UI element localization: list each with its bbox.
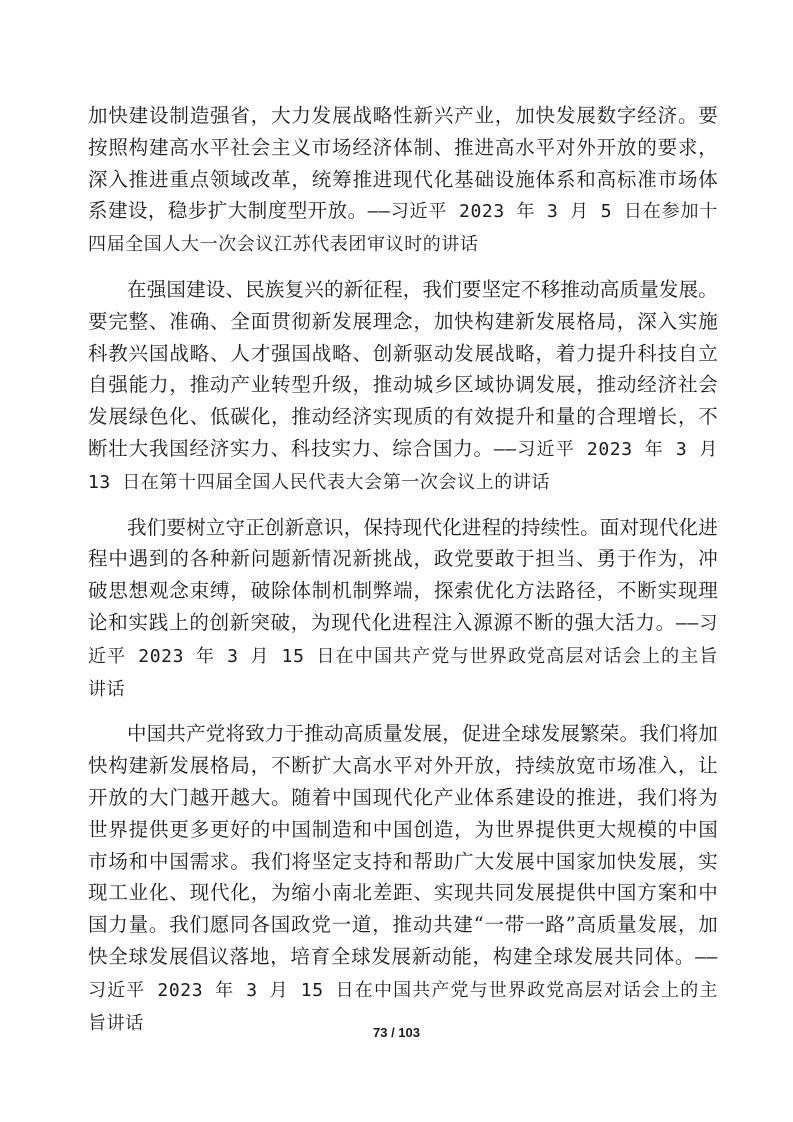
quote-source: ——习近平 2023 年 3 月 13 日在第十四届全国人民代表大会第一次会议上的讲话 <box>88 438 718 493</box>
paragraph-text: 在强国建设、民族复兴的新征程，我们要坚定不移推动高质量发展。要完整、准确、全面贯彻新发展理念，加快构建新发展格局，深入实施科教兴国战略、人才强国战略、创新驱动发展战略，着力提升科技自立自强能力，推动产业转型升级，推动城乡区域协调发展，推动经济社会发展绿色化、低碳化，推动经济实现质的有效提升和量的合理增长，不断壮大我国经济实力、科技实力、综合国力。 <box>88 277 719 460</box>
paragraph-text: 加快建设制造强省，大力发展战略性新兴产业，加快发展数字经济。要按照构建高水平社会主义市场经济体制、推进高水平对外开放的要求，深入推进重点领域改革，统筹推进现代化基础设施体系和高标准市场体系建设，稳步扩大制度型开放。 <box>88 104 718 223</box>
paragraph-text: 中国共产党将致力于推动高质量发展，促进全球发展繁荣。我们将加快构建新发展格局，不断扩大高水平对外开放，持续放宽市场准入，让开放的大门越开越大。随着中国现代化产业体系建设的推进，我们将为世界提供更多更好的中国制造和中国创造，为世界提供更大规模的中国市场和中国需求。我们将坚定支持和帮助广大发展中国家加快发展，实现工业化、现代化，为缩小南北差距、实现共同发展提供中国方案和中国力量。我们愿同各国政党一道，推动共建“一带一路”高质量发展，加快全球发展倡议落地，培育全球发展新动能，构建全球发展共同体。 <box>88 722 719 968</box>
paragraph-3 <box>88 512 718 706</box>
paragraph-2 <box>88 274 718 499</box>
page-number: 73 / 103 <box>373 1025 420 1040</box>
paragraph-4 <box>88 718 718 1039</box>
page-content <box>88 100 718 1052</box>
paragraph-text: 我们要树立守正创新意识，保持现代化进程的持续性。面对现代化进程中遇到的各种新问题新情况新挑战，政党要敢于担当、勇于作为，冲破思想观念束缚，破除体制机制弊端，探索优化方法路径，不断实现理论和实践上的创新突破，为现代化进程注入源源不断的强大活力。 <box>88 515 719 634</box>
quote-source: ——习近平 2023 年 3 月 5 日在参加十四届全国人大一次会议江苏代表团审议时的讲话 <box>88 201 718 256</box>
paragraph-1 <box>88 100 718 261</box>
quote-source: ——习近平 2023 年 3 月 15 日在中国共产党与世界政党高层对话会上的主旨讲话 <box>88 612 718 700</box>
quote-source: ——习近平 2023 年 3 月 15 日在中国共产党与世界政党高层对话会上的主旨讲话 <box>88 946 718 1034</box>
